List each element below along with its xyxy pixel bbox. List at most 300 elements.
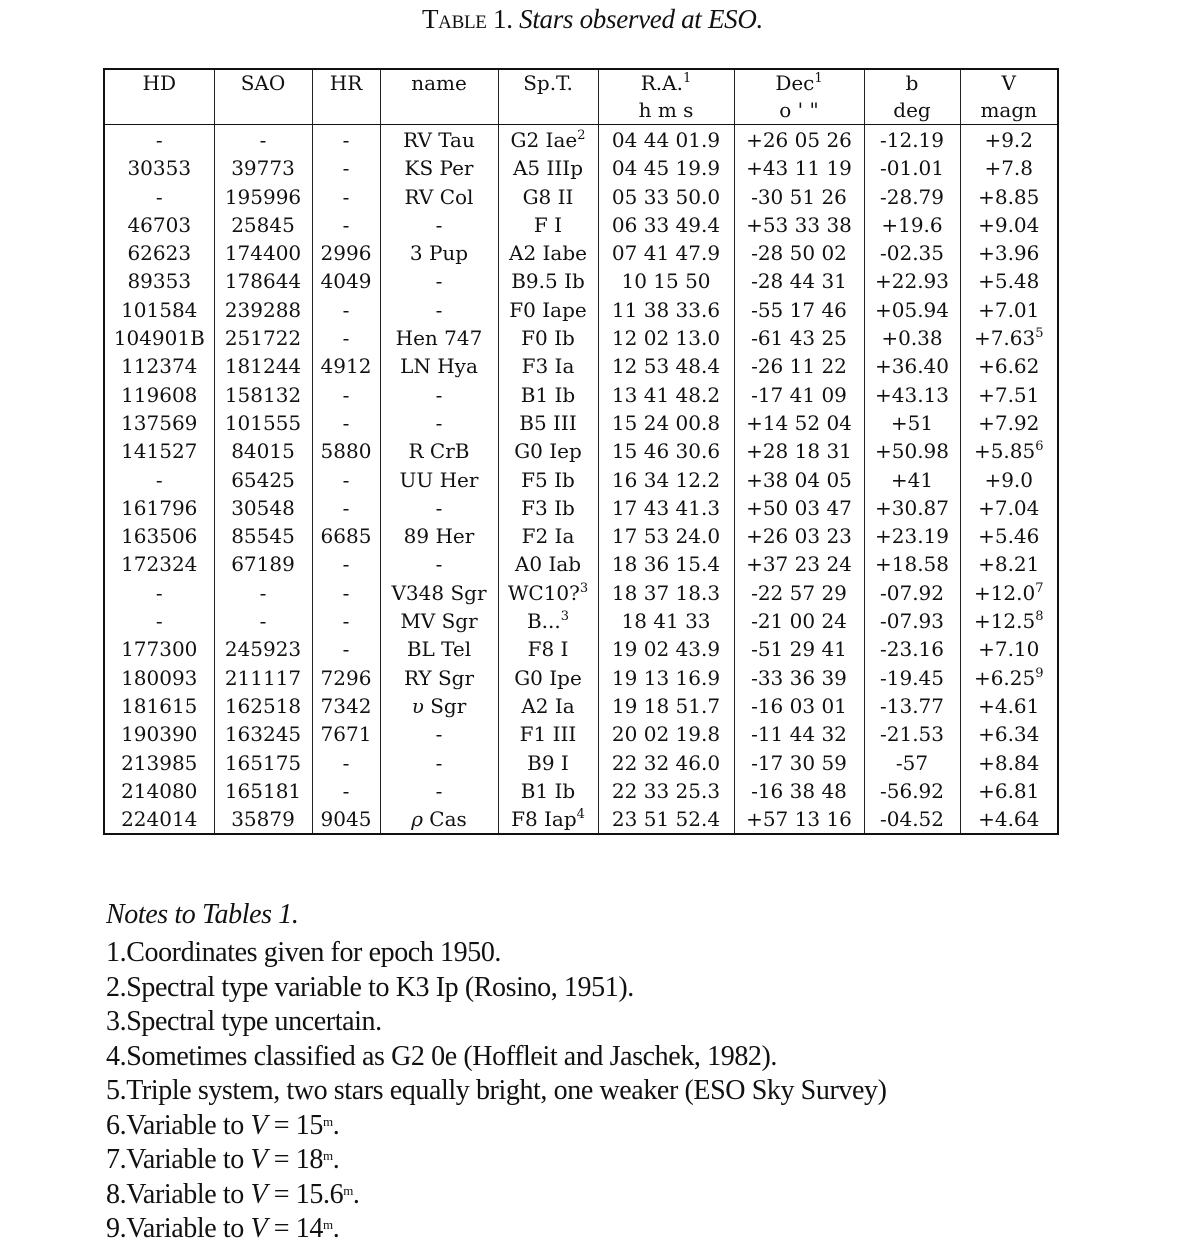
cell-value: - bbox=[435, 269, 443, 294]
table-cell bbox=[312, 409, 380, 437]
table-cell bbox=[214, 550, 312, 578]
table-cell bbox=[104, 267, 214, 295]
table-cell bbox=[960, 777, 1058, 805]
table-cell bbox=[598, 720, 734, 748]
cell-value: R CrB bbox=[408, 439, 470, 464]
table-row bbox=[104, 805, 1058, 834]
note-number: 6. bbox=[106, 1109, 127, 1141]
table-cell bbox=[734, 664, 864, 692]
table-cell bbox=[960, 494, 1058, 522]
cell-value: +37 23 24 bbox=[746, 552, 852, 577]
table-cell bbox=[312, 324, 380, 352]
cell-value: 119608 bbox=[121, 382, 198, 407]
cell-value: +6.25 bbox=[973, 665, 1036, 690]
table-cell bbox=[312, 664, 380, 692]
cell-value: F0 Iape bbox=[509, 297, 587, 322]
note-unit: m bbox=[323, 1113, 333, 1129]
table-cell bbox=[498, 211, 598, 239]
table-cell bbox=[960, 239, 1058, 267]
cell-value: - bbox=[342, 637, 350, 662]
table-cell bbox=[380, 749, 498, 777]
cell-value: -17 41 09 bbox=[751, 382, 847, 407]
note-item bbox=[106, 1212, 1186, 1247]
table-cell bbox=[864, 664, 960, 692]
table-cell bbox=[380, 635, 498, 663]
cell-value: 163506 bbox=[121, 524, 198, 549]
table-cell bbox=[864, 749, 960, 777]
table-cell bbox=[734, 522, 864, 550]
cell-value: G0 Ipe bbox=[514, 665, 582, 690]
cell-value: 181615 bbox=[121, 693, 198, 718]
cell-value: 161796 bbox=[121, 495, 198, 520]
header-cell bbox=[214, 69, 312, 97]
cell-value: - bbox=[155, 184, 163, 209]
cell-value: 12 53 48.4 bbox=[611, 354, 721, 379]
table-cell bbox=[312, 607, 380, 635]
table-cell bbox=[380, 777, 498, 805]
cell-value: 137569 bbox=[121, 410, 198, 435]
cell-value: 18 37 18.3 bbox=[611, 580, 721, 605]
cell-value: 251722 bbox=[224, 326, 302, 351]
cell-value: 245923 bbox=[224, 637, 302, 662]
table-cell bbox=[214, 324, 312, 352]
cell-value: F3 Ia bbox=[521, 354, 575, 379]
table-row bbox=[104, 352, 1058, 380]
table-cell bbox=[380, 466, 498, 494]
table-cell bbox=[312, 381, 380, 409]
cell-value: +6.81 bbox=[978, 778, 1040, 803]
table-cell bbox=[734, 239, 864, 267]
cell-value: +4.64 bbox=[978, 807, 1040, 832]
cell-value: 165175 bbox=[224, 750, 302, 775]
cell-value: WC10? bbox=[507, 580, 580, 605]
cell-value: - bbox=[342, 778, 350, 803]
cell-value: B5 III bbox=[519, 410, 577, 435]
table-row bbox=[104, 409, 1058, 437]
table-cell bbox=[214, 720, 312, 748]
cell-value: +53 33 38 bbox=[746, 212, 852, 237]
table-cell bbox=[214, 579, 312, 607]
cell-value: +28 18 31 bbox=[746, 439, 852, 464]
table-cell bbox=[734, 154, 864, 182]
cell-value: 84015 bbox=[231, 439, 295, 464]
header-cell bbox=[312, 69, 380, 97]
table-cell bbox=[598, 777, 734, 805]
header-label: V bbox=[1001, 71, 1016, 95]
cell-value: Hen 747 bbox=[395, 326, 483, 351]
cell-value: F1 III bbox=[519, 722, 577, 747]
cell-value: 213985 bbox=[121, 750, 198, 775]
table-cell bbox=[214, 437, 312, 465]
table-row bbox=[104, 296, 1058, 324]
table-cell bbox=[312, 437, 380, 465]
table-cell bbox=[312, 522, 380, 550]
table-cell bbox=[380, 805, 498, 834]
table-cell bbox=[380, 579, 498, 607]
cell-value: υ Sgr bbox=[411, 693, 467, 718]
header-label: HR bbox=[329, 71, 363, 95]
caption-label: Table 1. bbox=[421, 4, 513, 34]
table-row bbox=[104, 692, 1058, 720]
header-cell bbox=[960, 69, 1058, 97]
table-cell bbox=[598, 805, 734, 834]
table-row bbox=[104, 154, 1058, 182]
cell-value: +7.04 bbox=[978, 495, 1040, 520]
table-cell bbox=[734, 267, 864, 295]
cell-value: -30 51 26 bbox=[751, 184, 847, 209]
cell-value: 2996 bbox=[320, 241, 372, 266]
footnote-mark: 8 bbox=[1035, 609, 1044, 625]
cell-value: 5880 bbox=[320, 439, 372, 464]
cell-value: +7.63 bbox=[973, 326, 1036, 351]
cell-value: - bbox=[155, 609, 163, 634]
table-cell bbox=[598, 522, 734, 550]
table-cell bbox=[598, 324, 734, 352]
note-item bbox=[106, 1178, 1186, 1213]
note-unit: m bbox=[323, 1217, 333, 1232]
cell-value: A2 Ia bbox=[521, 693, 575, 718]
table-cell bbox=[498, 550, 598, 578]
cell-value: - bbox=[342, 410, 350, 435]
table-cell bbox=[598, 579, 734, 607]
table-cell bbox=[498, 777, 598, 805]
footnote-mark: 1 bbox=[682, 71, 692, 86]
table-cell bbox=[734, 777, 864, 805]
table-cell bbox=[380, 550, 498, 578]
cell-value: +18.58 bbox=[874, 552, 949, 577]
table-cell bbox=[598, 437, 734, 465]
unit-cell bbox=[498, 97, 598, 125]
unit-cell: magn bbox=[960, 97, 1058, 125]
cell-value: 22 32 46.0 bbox=[611, 750, 721, 775]
table-cell bbox=[312, 494, 380, 522]
table-cell bbox=[960, 720, 1058, 748]
cell-value: +26 05 26 bbox=[746, 128, 852, 152]
cell-value: - bbox=[435, 297, 443, 322]
table-cell bbox=[104, 607, 214, 635]
table-cell bbox=[960, 267, 1058, 295]
table-cell bbox=[312, 635, 380, 663]
table-cell bbox=[380, 183, 498, 211]
cell-value: +7.8 bbox=[984, 156, 1034, 181]
table-cell bbox=[104, 381, 214, 409]
table-cell bbox=[864, 324, 960, 352]
cell-value: G2 Iae bbox=[510, 128, 578, 152]
cell-value: -01.01 bbox=[879, 156, 944, 181]
table-cell bbox=[598, 296, 734, 324]
table-cell bbox=[498, 749, 598, 777]
table-cell bbox=[734, 125, 864, 155]
table-cell bbox=[104, 664, 214, 692]
note-item bbox=[106, 971, 1186, 1006]
cell-value: 172324 bbox=[121, 552, 198, 577]
cell-value: +23.19 bbox=[874, 524, 949, 549]
cell-value: +0.38 bbox=[881, 326, 943, 351]
table-cell bbox=[498, 466, 598, 494]
table-cell bbox=[380, 125, 498, 155]
table-cell bbox=[598, 352, 734, 380]
cell-value: 4049 bbox=[320, 269, 372, 294]
table-cell bbox=[498, 805, 598, 834]
table-cell bbox=[734, 183, 864, 211]
table-caption bbox=[0, 4, 1185, 35]
cell-value: +7.51 bbox=[978, 382, 1040, 407]
note-item bbox=[106, 1074, 1186, 1109]
table-cell bbox=[104, 635, 214, 663]
cell-value: +3.96 bbox=[978, 241, 1040, 266]
footnote-mark: 4 bbox=[576, 807, 585, 823]
cell-value: F2 Ia bbox=[521, 524, 575, 549]
note-item bbox=[106, 1143, 1186, 1178]
table-cell bbox=[104, 805, 214, 834]
table-cell bbox=[960, 125, 1058, 155]
table-cell bbox=[312, 466, 380, 494]
table-cell bbox=[960, 211, 1058, 239]
unit-row bbox=[104, 97, 1058, 125]
table-row bbox=[104, 579, 1058, 607]
note-variable: V bbox=[250, 1109, 268, 1141]
table-cell bbox=[214, 466, 312, 494]
table-cell bbox=[734, 805, 864, 834]
cell-value: F0 Ib bbox=[521, 326, 575, 351]
cell-value: +4.61 bbox=[978, 693, 1040, 718]
table-cell bbox=[104, 183, 214, 211]
cell-value: G8 II bbox=[522, 184, 574, 209]
table-cell bbox=[960, 296, 1058, 324]
cell-value: -07.93 bbox=[879, 609, 944, 634]
cell-value: -19.45 bbox=[879, 665, 944, 690]
caption-text: Stars observed at ESO. bbox=[519, 4, 764, 34]
cell-value: 195996 bbox=[224, 184, 302, 209]
note-number: 3. bbox=[106, 1006, 127, 1037]
cell-value: MV Sgr bbox=[400, 609, 478, 634]
cell-value: 19 13 16.9 bbox=[611, 665, 721, 690]
table-cell bbox=[104, 777, 214, 805]
cell-value: - bbox=[342, 750, 350, 775]
cell-value: 30353 bbox=[127, 156, 192, 181]
table-cell bbox=[498, 522, 598, 550]
cell-value: 15 46 30.6 bbox=[611, 439, 721, 464]
cell-value: 05 33 50.0 bbox=[611, 184, 721, 209]
cell-value: - bbox=[435, 212, 443, 237]
footnote-mark: 1 bbox=[814, 71, 823, 86]
table-cell bbox=[380, 692, 498, 720]
table-cell bbox=[214, 154, 312, 182]
table-cell bbox=[380, 381, 498, 409]
cell-value: +36.40 bbox=[874, 354, 949, 379]
table-cell bbox=[598, 692, 734, 720]
note-text: Variable to bbox=[126, 1109, 244, 1141]
table-cell bbox=[734, 607, 864, 635]
table-cell bbox=[734, 409, 864, 437]
table-cell bbox=[960, 409, 1058, 437]
table-cell bbox=[498, 692, 598, 720]
table-cell bbox=[104, 296, 214, 324]
cell-value: -33 36 39 bbox=[751, 665, 847, 690]
cell-value: +7.10 bbox=[978, 637, 1040, 662]
table-cell bbox=[598, 267, 734, 295]
table-cell bbox=[598, 466, 734, 494]
header-cell bbox=[734, 69, 864, 97]
cell-value: 04 45 19.9 bbox=[611, 156, 721, 181]
cell-value: 7671 bbox=[320, 722, 372, 747]
cell-value: 18 41 33 bbox=[621, 609, 711, 634]
note-value: 14 bbox=[295, 1213, 323, 1244]
cell-value: F8 Iap bbox=[511, 807, 577, 832]
cell-value: +6.34 bbox=[978, 722, 1040, 747]
header-cell bbox=[864, 69, 960, 97]
table-cell bbox=[734, 437, 864, 465]
table-cell bbox=[498, 409, 598, 437]
cell-value: -16 38 48 bbox=[751, 778, 847, 803]
cell-value: 15 24 00.8 bbox=[611, 410, 721, 435]
table-cell bbox=[598, 409, 734, 437]
header-label: Sp.T. bbox=[523, 71, 573, 95]
table-cell bbox=[598, 550, 734, 578]
cell-value: 214080 bbox=[121, 778, 198, 803]
cell-value: -07.92 bbox=[879, 580, 944, 605]
table-cell bbox=[498, 296, 598, 324]
cell-value: +12.0 bbox=[973, 580, 1036, 605]
note-number: 5. bbox=[106, 1075, 127, 1106]
cell-value: +9.2 bbox=[984, 128, 1034, 152]
cell-value: - bbox=[259, 580, 267, 605]
table-cell bbox=[380, 154, 498, 182]
cell-value: A2 Iabe bbox=[509, 241, 587, 266]
cell-value: RV Tau bbox=[403, 128, 475, 152]
cell-value: 89 Her bbox=[403, 524, 475, 549]
cell-value: 239288 bbox=[224, 297, 302, 322]
cell-value: -21 00 24 bbox=[751, 609, 847, 634]
note-item bbox=[106, 1005, 1186, 1040]
cell-value: 62623 bbox=[127, 241, 192, 266]
table-cell bbox=[864, 466, 960, 494]
cell-value: +8.85 bbox=[978, 184, 1040, 209]
table-cell bbox=[864, 125, 960, 155]
cell-value: - bbox=[342, 495, 350, 520]
cell-value: BL Tel bbox=[406, 637, 472, 662]
greek-letter: ρ bbox=[411, 807, 423, 832]
table-cell bbox=[214, 805, 312, 834]
note-text: Triple system, two stars equally bright, one weaker (ESO Sky Survey) bbox=[126, 1075, 887, 1106]
cell-value: B1 Ib bbox=[520, 382, 576, 407]
table-cell bbox=[960, 183, 1058, 211]
table-cell bbox=[214, 267, 312, 295]
cell-value: 141527 bbox=[121, 439, 198, 464]
cell-value: RV Col bbox=[404, 184, 474, 209]
greek-letter: υ bbox=[411, 693, 424, 718]
cell-value: +38 04 05 bbox=[746, 467, 852, 492]
table-cell bbox=[960, 324, 1058, 352]
cell-value: - bbox=[259, 128, 267, 152]
table-cell bbox=[598, 494, 734, 522]
table-cell bbox=[380, 494, 498, 522]
table-cell bbox=[214, 381, 312, 409]
cell-value: -12.19 bbox=[879, 128, 944, 152]
table-cell bbox=[960, 352, 1058, 380]
cell-value: +19.6 bbox=[881, 212, 943, 237]
cell-value: 6685 bbox=[320, 524, 372, 549]
cell-value: 16 34 12.2 bbox=[611, 467, 721, 492]
table-cell bbox=[864, 183, 960, 211]
table-cell bbox=[104, 211, 214, 239]
note-text: Spectral type variable to K3 Ip (Rosino, 1951). bbox=[126, 971, 634, 1003]
cell-value: - bbox=[435, 778, 443, 803]
header-label: b bbox=[905, 71, 919, 95]
cell-value: - bbox=[435, 382, 443, 407]
cell-value: -28 50 02 bbox=[751, 241, 847, 266]
note-equals: = bbox=[267, 1178, 296, 1210]
table-cell bbox=[498, 125, 598, 155]
note-number: 9. bbox=[106, 1213, 127, 1244]
cell-value: 101584 bbox=[121, 297, 198, 322]
cell-value: -21.53 bbox=[879, 722, 944, 747]
note-text: Spectral type uncertain. bbox=[126, 1006, 382, 1037]
header-label: R.A. bbox=[640, 71, 683, 95]
cell-value: - bbox=[435, 495, 443, 520]
cell-value: 20 02 19.8 bbox=[611, 722, 721, 747]
note-end: . bbox=[332, 1213, 340, 1244]
table-cell bbox=[312, 720, 380, 748]
table-row bbox=[104, 522, 1058, 550]
cell-value: 22 33 25.3 bbox=[611, 778, 721, 803]
cell-value: 112374 bbox=[121, 354, 198, 379]
unit-cell bbox=[214, 97, 312, 125]
cell-value: F5 Ib bbox=[521, 467, 575, 492]
cell-value: 17 53 24.0 bbox=[611, 524, 721, 549]
table-cell bbox=[104, 749, 214, 777]
table-cell bbox=[214, 664, 312, 692]
table-cell bbox=[598, 125, 734, 155]
table-cell bbox=[734, 550, 864, 578]
cell-value: - bbox=[342, 184, 350, 209]
cell-value: +41 bbox=[890, 467, 934, 492]
cell-value: 18 36 15.4 bbox=[611, 552, 721, 577]
note-end: . bbox=[352, 1178, 360, 1210]
cell-value: -28 44 31 bbox=[751, 269, 847, 294]
cell-value: 17 43 41.3 bbox=[611, 495, 721, 520]
table-row bbox=[104, 437, 1058, 465]
table-cell bbox=[312, 154, 380, 182]
table-row bbox=[104, 749, 1058, 777]
header-cell bbox=[598, 69, 734, 97]
cell-value: 9045 bbox=[320, 807, 372, 832]
table-cell bbox=[214, 183, 312, 211]
cell-value: A0 Iab bbox=[514, 552, 582, 577]
table-row bbox=[104, 635, 1058, 663]
table-cell bbox=[104, 466, 214, 494]
table-cell bbox=[598, 664, 734, 692]
table-cell bbox=[380, 720, 498, 748]
table-cell bbox=[380, 267, 498, 295]
cell-value: -17 30 59 bbox=[751, 750, 847, 775]
cell-value: B1 Ib bbox=[520, 778, 576, 803]
table-cell bbox=[312, 550, 380, 578]
note-number: 2. bbox=[106, 971, 127, 1003]
cell-value: -11 44 32 bbox=[751, 722, 847, 747]
cell-value: 165181 bbox=[224, 778, 302, 803]
note-number: 7. bbox=[106, 1144, 127, 1175]
table-cell bbox=[104, 720, 214, 748]
table-row bbox=[104, 466, 1058, 494]
cell-value: 19 02 43.9 bbox=[611, 637, 721, 662]
cell-value: +51 bbox=[890, 410, 934, 435]
cell-value: -55 17 46 bbox=[751, 297, 847, 322]
table-cell bbox=[734, 352, 864, 380]
table-cell bbox=[380, 352, 498, 380]
cell-value: 39773 bbox=[231, 156, 295, 181]
cell-value: KS Per bbox=[404, 156, 474, 181]
